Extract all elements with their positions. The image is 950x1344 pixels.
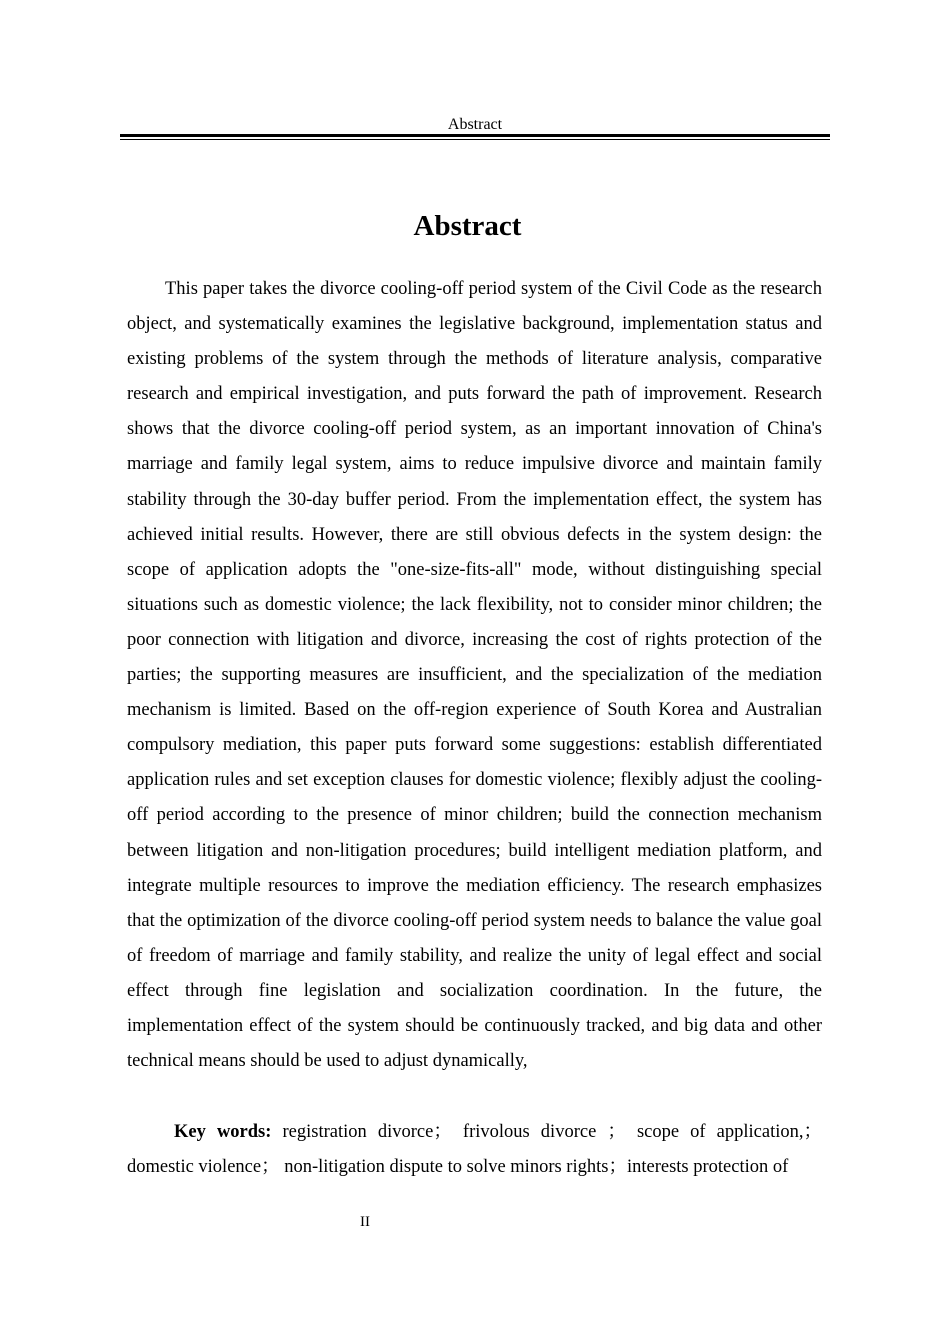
page-title: Abstract	[413, 210, 522, 242]
header-rule-thick	[120, 134, 830, 137]
page-number: II	[360, 1214, 370, 1230]
keywords-label: Key words:	[174, 1122, 272, 1142]
keywords	[127, 1115, 822, 1185]
keywords-text: registration divorce； frivolous divorce ； scope of application,； domestic violence； non-litigation dispute to solve minors rights；interests protection of	[127, 1122, 822, 1178]
header-rule-thin	[120, 139, 830, 140]
abstract-paragraph: This paper takes the divorce cooling-off period system of the Civil Code as the research object, and systematically examines the legislative background, implementation status and existing problems of the system through the methods of literature analysis, comparative research and empirical investigation, and puts forward the path of improvement. Research shows that the divorce cooling-off period system, as an important innovation of China's marriage and family legal system, aims to reduce impulsive divorce and maintain family stability through the 30-day buffer period. From the implementation effect, the system has achieved initial results. However, there are still obvious defects in the system design: the scope of application adopts the "one-size-fits-all" mode, without distinguishing special situations such as domestic violence; the lack flexibility, not to consider minor children; the poor connection with litigation and divorce, increasing the cost of rights protection of the parties; the supporting measures are insufficient, and the specialization of the mediation mechanism is limited. Based on the off-region experience of South Korea and Australian compulsory mediation, this paper puts forward some suggestions: establish differentiated application rules and set exception clauses for domestic violence; flexibly adjust the cooling-off period according to the presence of minor children; build the connection mechanism between litigation and non-litigation procedures; build intelligent mediation platform, and integrate multiple resources to improve the mediation efficiency. The research emphasizes that the optimization of the divorce cooling-off period system needs to balance the value goal of freedom of marriage and family stability, and realize the unity of legal effect and social effect through fine legislation and socialization coordination. In the future, the implementation effect of the system should be continuously tracked, and big data and other technical means should be used to adjust dynamically,	[127, 279, 822, 1072]
abstract-body	[127, 272, 822, 1079]
running-header: Abstract	[447, 116, 503, 133]
